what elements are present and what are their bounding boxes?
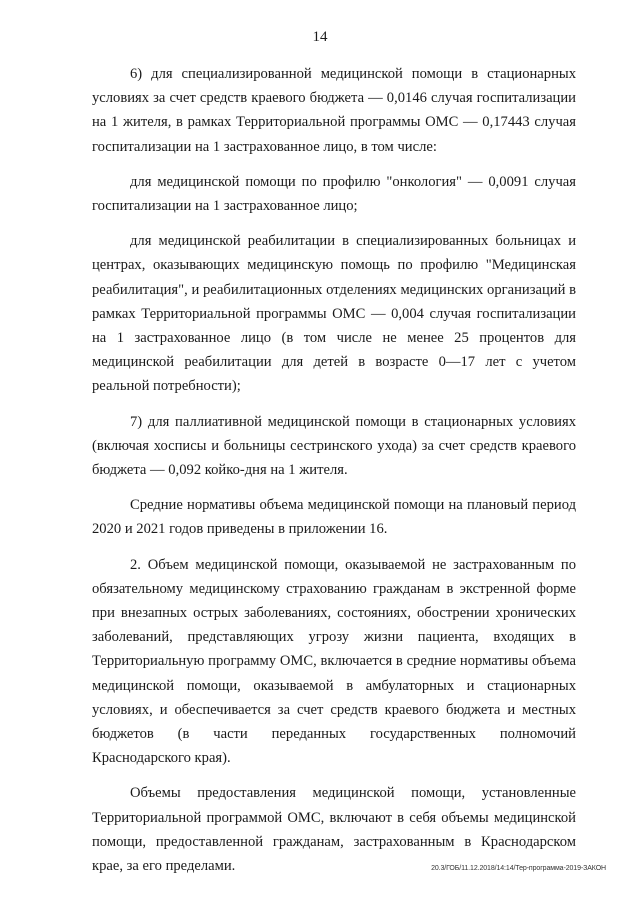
paragraph-section-2: 2. Объем медицинской помощи, оказываемой не застрахованным по обязательному медицинскому страхованию гражданам в экстренной форме при внезапных острых заболеваниях, состояниях, обострении хронических заболеваний, представляющих угрозу жизни пациента, входящих в Территориальную программу ОМС, включается в средние нормативы объема медицинской помощи, оказываемой в амбулаторных и стационарных условиях, и обеспечивается за счет средств краевого бюджета и местных бюджетов (в части переданных государственных полномочий Краснодарского края). — [92, 556, 576, 767]
document-body — [92, 62, 576, 889]
paragraph-item-6: 6) для специализированной медицинской помощи в стационарных условиях за счет средств краевого бюджета — 0,0146 случая госпитализации на 1 жителя, в рамках Территориальной программы ОМС — 0,17443 случая госпитализации на 1 застрахованное лицо, в том числе: — [92, 66, 576, 155]
page-number: 14 — [312, 29, 328, 45]
paragraph-volumes: Объемы предоставления медицинской помощи, установленные Территориальной программой ОМС, включают в себя объемы медицинской помощи, предоставленной гражданам, застрахованным в Краснодарском крае, за его пределами. — [92, 785, 576, 875]
paragraph-item-7: 7) для паллиативной медицинской помощи в стационарных условиях (включая хосписы и больницы сестринского ухода) за счет средств краевого бюджета — 0,092 койко-дня на 1 жителя. — [92, 413, 576, 479]
paragraph-rehabilitation: для медицинской реабилитации в специализированных больницах и центрах, оказывающих медицинскую помощь по профилю "Медицинская реабилитация", и реабилитационных отделениях медицинских организаций в рамках Территориальной программы ОМС — 0,004 случая госпитализации на 1 застрахованное лицо (в том числе не менее 25 процентов для медицинской реабилитации для детей в возрасте 0—17 лет с учетом реальной потребности); — [92, 233, 576, 395]
paragraph-plan-period: Средние нормативы объема медицинской помощи на плановый период 2020 и 2021 годов приведены в приложении 16. — [92, 497, 576, 538]
paragraph-oncology: для медицинской помощи по профилю "онкология" — 0,0091 случая госпитализации на 1 застрахованное лицо; — [92, 173, 576, 215]
document-footer-code: 20.3/ГОБ/11.12.2018/14:14/Тер-программа-2019-ЗАКОН — [431, 865, 606, 872]
